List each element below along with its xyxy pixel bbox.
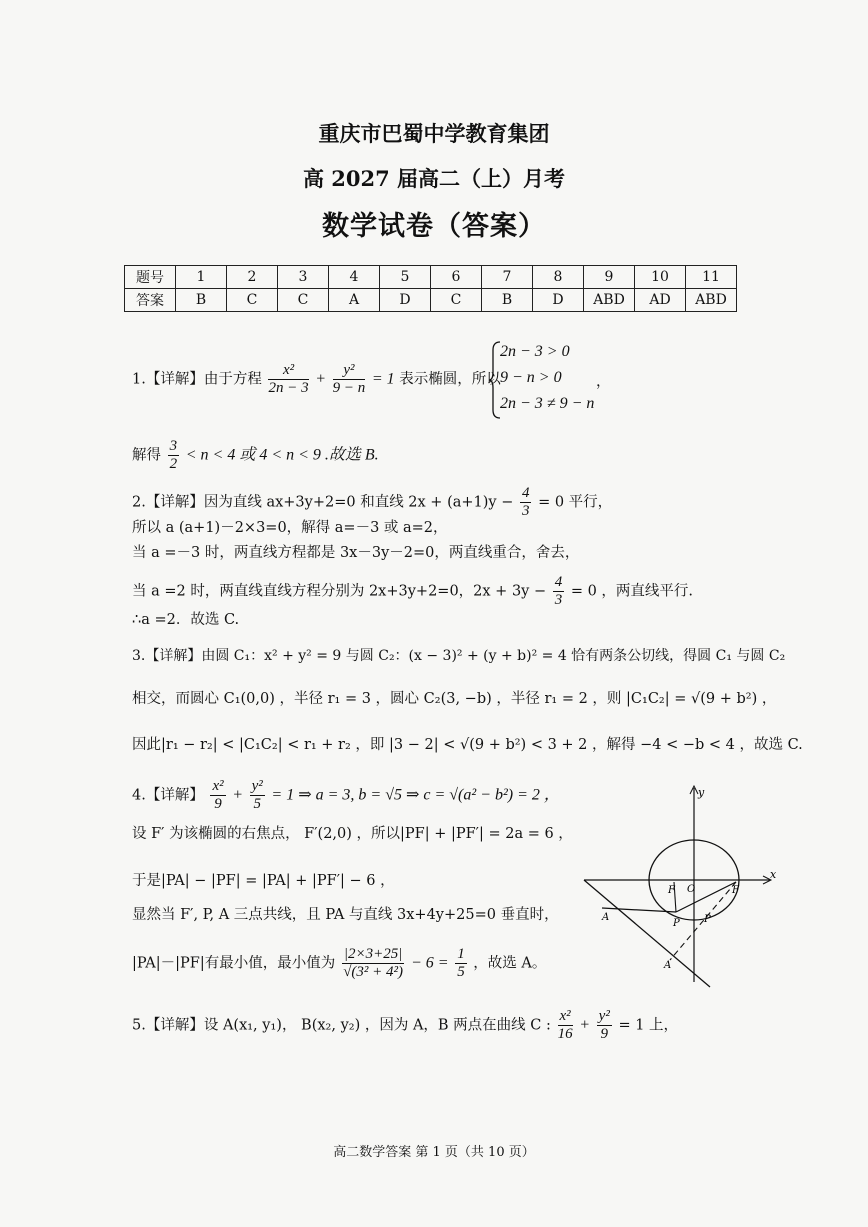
q1-frac2 [333, 362, 366, 397]
table-cell-answer: D [380, 289, 431, 312]
q2-line4 [132, 574, 693, 609]
line-l [584, 880, 710, 987]
exam-title: 高 2027 届高二（上）月考 [302, 166, 566, 191]
row-label-answer: 答案 [125, 289, 176, 312]
q5-line1b: = 1 上， [618, 1017, 679, 1034]
q4-frac2-num: y² [251, 778, 263, 794]
table-cell-answer: D [533, 289, 584, 312]
table-cell-number: 9 [584, 266, 635, 289]
q2-frac1-num: 4 [521, 485, 530, 501]
table-cell-answer: A [329, 289, 380, 312]
q1-sol-frac-num: 3 [169, 438, 178, 454]
table-cell-answer: C [278, 289, 329, 312]
table-cell-answer: B [482, 289, 533, 312]
q1-frac2-den: 9 − n [332, 380, 366, 396]
q2-line1a: 2.【详解】因为直线 ax+3y+2=0 和直线 2x + (a+1)y − [132, 494, 514, 511]
perpendicular-dashed [670, 882, 736, 960]
table-cell-answer: ABD [686, 289, 737, 312]
table-cell-number: 6 [431, 266, 482, 289]
q4-prefix: 4.【详解】 [132, 787, 204, 804]
q1-solution [132, 438, 379, 473]
q4-frac4 [455, 946, 467, 981]
q1-eq: = 1 [371, 370, 395, 388]
q4-frac3-den: √(3² + 4²) [343, 964, 404, 980]
q4-line5b: − 6 = [410, 954, 449, 972]
table-row-numbers [125, 266, 737, 289]
q2-line1 [132, 485, 612, 520]
q1-frac1-den: 2n − 3 [268, 380, 309, 396]
q4-frac2-den: 5 [253, 796, 261, 812]
q2-line2: 所以 a (a+1)－2×3=0，解得 a=－3 或 a=2， [132, 520, 448, 536]
table-cell-answer: C [227, 289, 278, 312]
q5-frac2-num: y² [598, 1008, 610, 1024]
q3-line2: 相交，而圆心 C₁(0,0) ，半径 r₁ = 3 ，圆心 C₂(3, −b) ，半径 r₁ = 2 ，则 |C₁C₂| = √(9 + b²) ， [132, 691, 777, 707]
table-cell-number: 10 [635, 266, 686, 289]
q4-frac2 [250, 778, 265, 813]
q1-suffix: 表示椭圆，所以 [399, 371, 501, 388]
q4-frac1-num: x² [212, 778, 224, 794]
q1-line1 [132, 362, 501, 397]
q5-line1a: 5.【详解】设 A(x₁, y₁)， B(x₂, y₂) ，因为 A，B 两点在曲线 C : [132, 1017, 551, 1034]
q5-frac1-den: 16 [557, 1026, 573, 1042]
q1-prefix: 1.【详解】由于方程 [132, 371, 262, 388]
q5-line1: 5.【详解】设 A(x₁, y₁)， B(x₂, y₂) ，因为 A，B 两点在曲线 C : $\frac{\text{x²}}{16}$ + $\frac{\text{y²}}{9}$ = 1 上， [132, 1008, 679, 1042]
q1-sys1: 2n − 3 > 0 [500, 343, 570, 360]
table-row-answers [125, 289, 737, 312]
school-title: 重庆市巴蜀中学教育集团 [318, 121, 550, 146]
q1-plus: + [315, 370, 326, 388]
q1-frac1-num: x² [268, 362, 308, 380]
label-f-prime: F [732, 885, 739, 896]
q1-comma: ， [596, 374, 611, 390]
q4-line5c: ，故选 A。 [473, 955, 547, 972]
q4-line4: 显然当 F′, P, A 三点共线，且 PA 与直线 3x+4y+25=0 垂直时， [132, 907, 559, 923]
table-cell-answer: ABD [584, 289, 635, 312]
table-cell-answer: B [176, 289, 227, 312]
q2-line4b: = 0 ，两直线平行. [570, 583, 694, 600]
table-cell-number: 3 [278, 266, 329, 289]
q5-frac1 [558, 1008, 573, 1043]
q4-line3: 于是|PA| − |PF| = |PA| + |PF′| − 6 ， [132, 873, 395, 889]
table-cell-number: 2 [227, 266, 278, 289]
q1-sol-rest: < n < 4 或 4 < n < 9 .故选 B. [185, 446, 379, 464]
q1-sys3: 2n − 3 ≠ 9 − n [500, 395, 595, 412]
q4-frac4-den: 5 [457, 964, 465, 980]
q4-frac3-num: |2×3+25| [343, 946, 403, 962]
q3-line3: 因此|r₁ − r₂| < |C₁C₂| < r₁ + r₂ ，即 |3 − 2| < √(9 + b²) < 3 + 2 ，解得 −4 < −b < 4 ，故选 C. [132, 737, 803, 753]
table-cell-answer: AD [635, 289, 686, 312]
label-o: O [687, 884, 696, 895]
q2-line1b: = 0 平行， [538, 494, 613, 511]
q4-frac1 [210, 778, 225, 813]
label-x: x [770, 868, 777, 881]
q2-frac1 [520, 485, 532, 520]
q5-frac1-num: x² [559, 1008, 571, 1024]
q1-sol-frac-den: 2 [169, 456, 178, 472]
label-y: y [698, 786, 705, 799]
q3-line1: 3.【详解】由圆 C₁：x² + y² = 9 与圆 C₂：(x − 3)² + (y + b)² = 4 恰有两条公切线，得圆 C₁ 与圆 C₂ [132, 648, 786, 664]
table-cell-number: 4 [329, 266, 380, 289]
q2-frac2-num: 4 [554, 574, 563, 590]
table-cell-number: 11 [686, 266, 737, 289]
q2-frac2 [553, 574, 565, 609]
q1-sol-frac [168, 438, 180, 473]
q4-line2: 设 F′ 为该椭圆的右焦点， F′(2,0) ，所以|PF| + |PF′| = 2a = 6 ， [132, 826, 573, 842]
table-cell-answer: C [431, 289, 482, 312]
q2-line4a: 当 a =2 时，两直线直线方程分别为 2x+3y+2=0，2x + 3y − [132, 583, 547, 600]
page-footer: 高二数学答案 第 1 页（共 10 页） [333, 1145, 535, 1160]
q1-sol-prefix: 解得 [132, 447, 161, 464]
q4-line5 [132, 946, 546, 981]
q1-sys2: 9 − n > 0 [500, 369, 562, 386]
q4-frac3 [342, 946, 405, 981]
q4-frac1-den: 9 [214, 796, 222, 812]
table-cell-number: 8 [533, 266, 584, 289]
q2-line3: 当 a =－3 时，两直线方程都是 3x－3y－2=0，两直线重合，舍去， [132, 545, 580, 561]
table-cell-number: 7 [482, 266, 533, 289]
q5-frac2-den: 9 [600, 1026, 608, 1042]
q4-line1: 4.【详解】 $\frac{\text{x²}}{9}$ + $\frac{\text{y²}}{5}$ = 1 ⇒ a = 3, b = √5 ⇒ c = √(a² − b²) = 2 ， [132, 778, 560, 812]
q4-rest1: = 1 ⇒ a = 3, b = √5 ⇒ c = √(a² − b²) = 2 ， [271, 786, 560, 804]
ellipse-figure [580, 782, 780, 992]
subject-title: 数学试卷（答案） [322, 211, 546, 242]
q1-frac2-num: y² [333, 362, 366, 380]
q2-frac2-den: 3 [554, 592, 563, 608]
label-f: F [668, 885, 675, 896]
answer-table [124, 265, 737, 312]
table-cell-number: 1 [176, 266, 227, 289]
q4-frac4-num: 1 [457, 946, 465, 962]
table-cell-number: 5 [380, 266, 431, 289]
label-a2: A [664, 960, 672, 971]
label-p1: P [673, 918, 680, 929]
q2-frac1-den: 3 [521, 503, 530, 519]
q2-line5: ∴a =2．故选 C. [132, 612, 240, 628]
q5-frac2 [597, 1008, 612, 1043]
q1-frac1 [268, 362, 308, 397]
q4-line5a: |PA|－|PF|有最小值，最小值为 [132, 955, 336, 972]
row-label-number: 题号 [125, 266, 176, 289]
label-p2: P [704, 914, 711, 925]
label-a1: A [602, 912, 610, 923]
